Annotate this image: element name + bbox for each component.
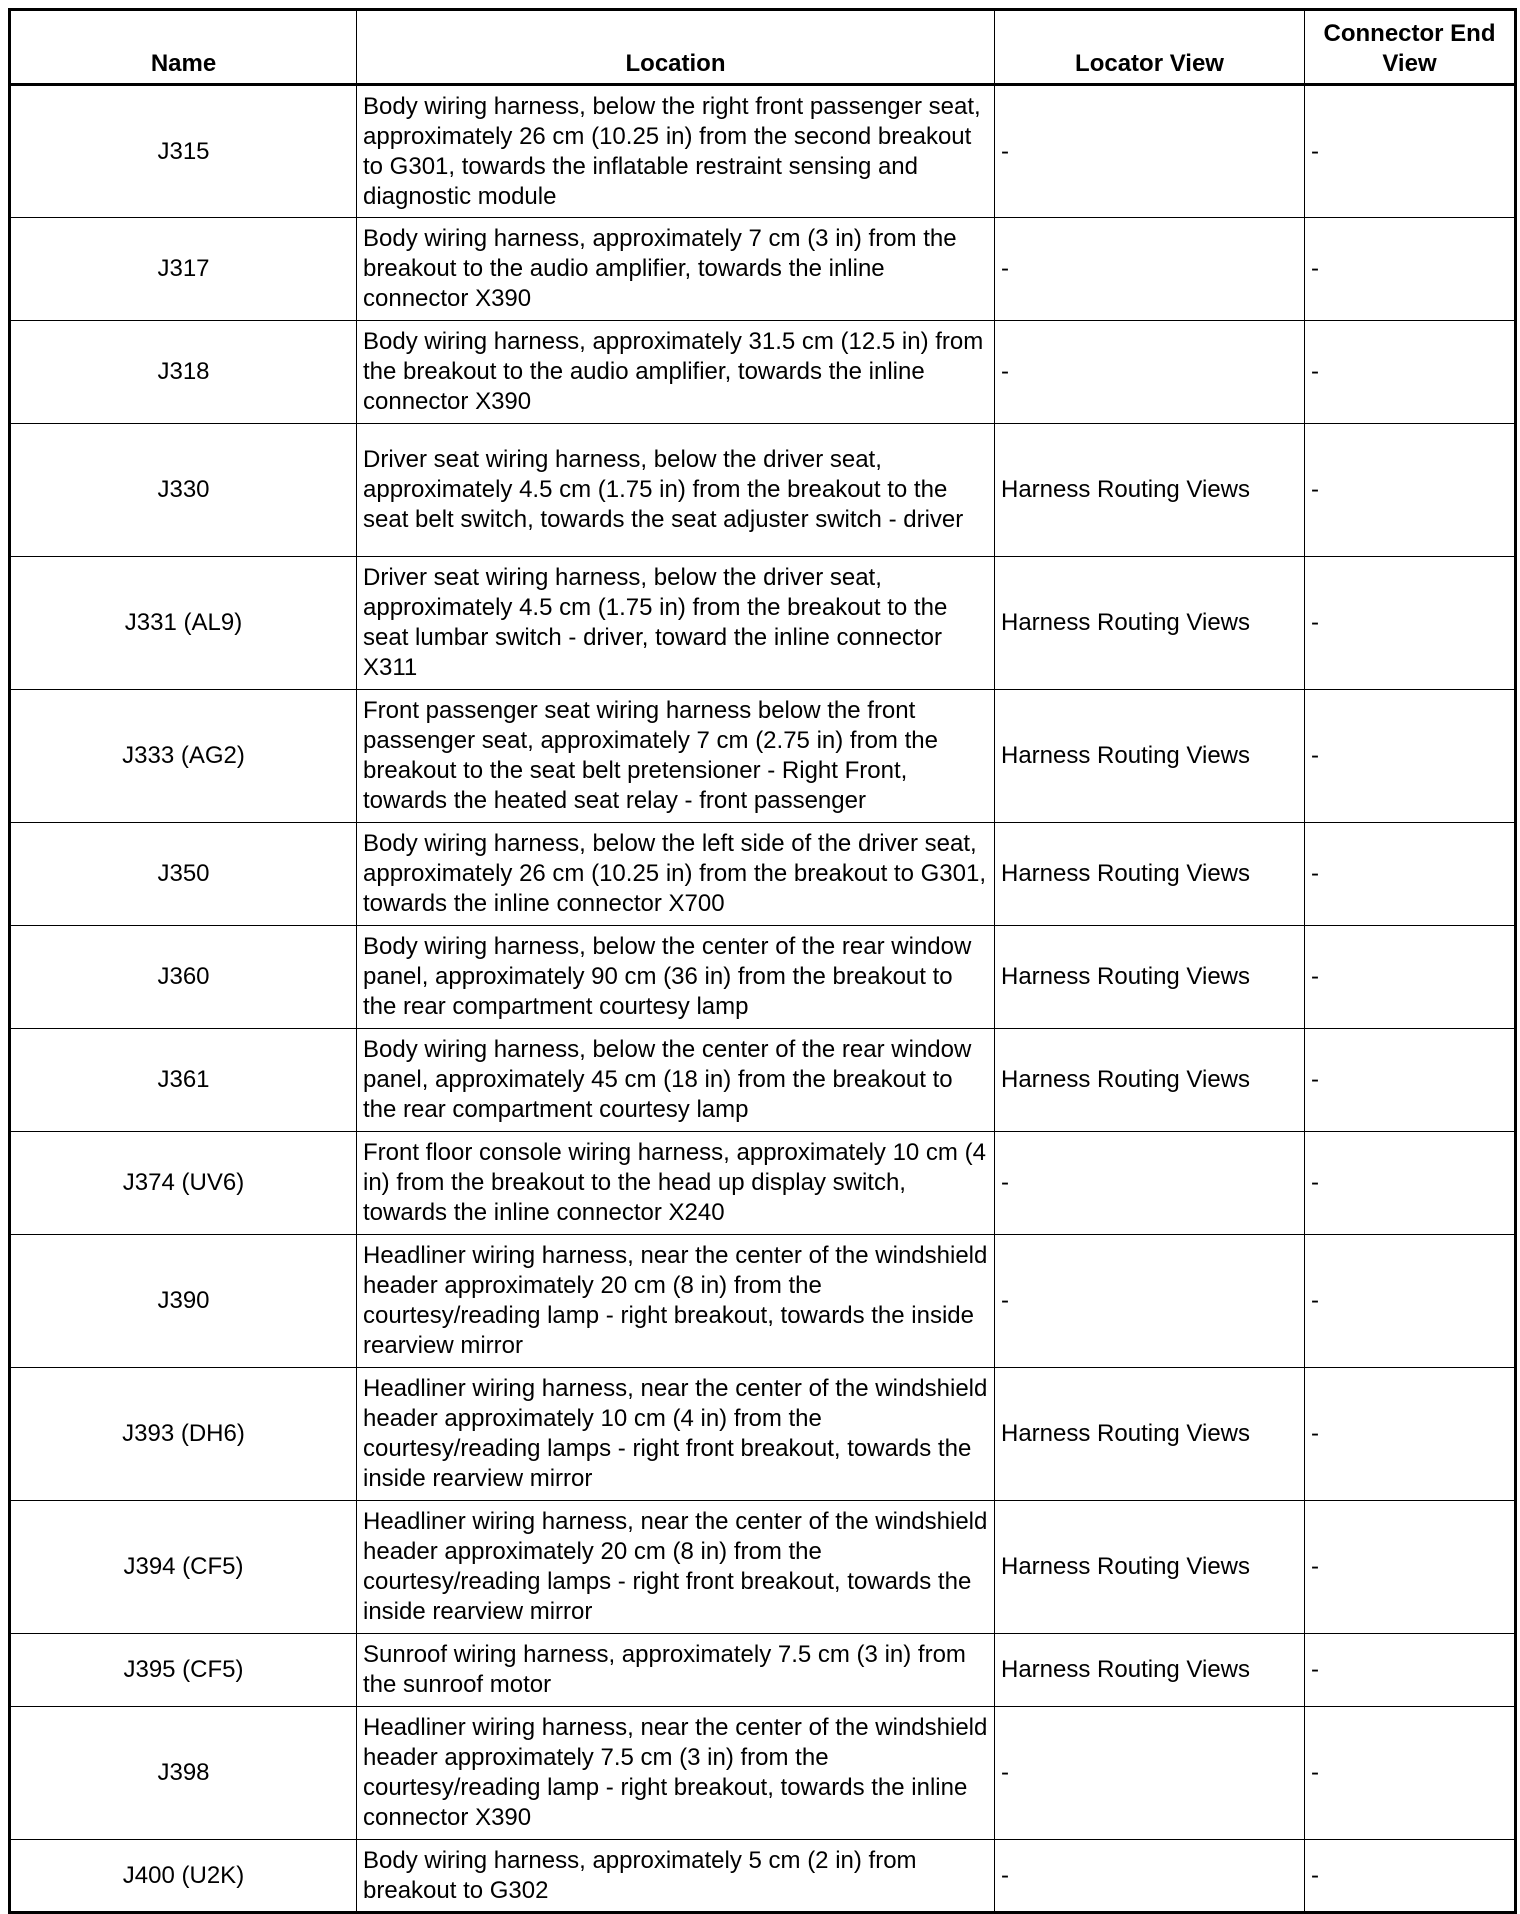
table-row — [10, 1132, 1516, 1235]
cell-name: J394 (CF5) — [10, 1501, 357, 1634]
cell-locator-view: Harness Routing Views — [995, 926, 1305, 1029]
table-row — [10, 218, 1516, 321]
cell-connector-end-view: - — [1305, 823, 1516, 926]
cell-locator-view: Harness Routing Views — [995, 823, 1305, 926]
cell-location: Body wiring harness, approximately 31.5 cm (12.5 in) from the breakout to the audio amplifier, towards the inline connector X390 — [357, 321, 995, 424]
cell-location: Body wiring harness, below the right front passenger seat, approximately 26 cm (10.25 in) from the second breakout to G301, towards the inflatable restraint sensing and diagnostic module — [357, 85, 995, 218]
cell-name: J390 — [10, 1235, 357, 1368]
cell-connector-end-view: - — [1305, 1132, 1516, 1235]
cell-locator-view: Harness Routing Views — [995, 424, 1305, 557]
cell-name: J331 (AL9) — [10, 557, 357, 690]
cell-name: J398 — [10, 1707, 357, 1840]
cell-location: Front floor console wiring harness, approximately 10 cm (4 in) from the breakout to the head up display switch, towards the inline connector X240 — [357, 1132, 995, 1235]
cell-name: J360 — [10, 926, 357, 1029]
table-row — [10, 823, 1516, 926]
cell-connector-end-view: - — [1305, 1235, 1516, 1368]
cell-locator-view: - — [995, 1707, 1305, 1840]
cell-locator-view: Harness Routing Views — [995, 557, 1305, 690]
cell-name: J318 — [10, 321, 357, 424]
cell-name: J361 — [10, 1029, 357, 1132]
cell-connector-end-view: - — [1305, 218, 1516, 321]
cell-connector-end-view: - — [1305, 926, 1516, 1029]
splice-location-table-container — [8, 8, 1514, 1914]
cell-location: Headliner wiring harness, near the center of the windshield header approximately 20 cm (8 in) from the courtesy/reading lamp - right breakout, towards the inside rearview mirror — [357, 1235, 995, 1368]
cell-locator-view: - — [995, 85, 1305, 218]
cell-connector-end-view: - — [1305, 690, 1516, 823]
cell-location: Body wiring harness, approximately 7 cm (3 in) from the breakout to the audio amplifier, towards the inline connector X390 — [357, 218, 995, 321]
table-row — [10, 424, 1516, 557]
cell-name: J333 (AG2) — [10, 690, 357, 823]
table-row — [10, 926, 1516, 1029]
table-row — [10, 1840, 1516, 1913]
table-row — [10, 85, 1516, 218]
cell-name: J374 (UV6) — [10, 1132, 357, 1235]
cell-connector-end-view: - — [1305, 424, 1516, 557]
table-row — [10, 321, 1516, 424]
header-connector-end-view: Connector End View — [1305, 10, 1516, 85]
table-row — [10, 690, 1516, 823]
table-row — [10, 1368, 1516, 1501]
cell-location: Body wiring harness, below the center of the rear window panel, approximately 90 cm (36 in) from the breakout to the rear compartment courtesy lamp — [357, 926, 995, 1029]
cell-location: Headliner wiring harness, near the center of the windshield header approximately 20 cm (8 in) from the courtesy/reading lamps - right front breakout, towards the inside rearview mirror — [357, 1501, 995, 1634]
cell-locator-view: - — [995, 1840, 1305, 1913]
cell-name: J317 — [10, 218, 357, 321]
splice-location-table — [8, 8, 1517, 1914]
cell-locator-view: Harness Routing Views — [995, 690, 1305, 823]
cell-name: J395 (CF5) — [10, 1634, 357, 1707]
cell-connector-end-view: - — [1305, 1707, 1516, 1840]
cell-location: Body wiring harness, below the center of the rear window panel, approximately 45 cm (18 in) from the breakout to the rear compartment courtesy lamp — [357, 1029, 995, 1132]
cell-connector-end-view: - — [1305, 321, 1516, 424]
cell-name: J350 — [10, 823, 357, 926]
table-row — [10, 1235, 1516, 1368]
cell-connector-end-view: - — [1305, 85, 1516, 218]
table-header-row — [10, 10, 1516, 85]
header-name: Name — [10, 10, 357, 85]
cell-connector-end-view: - — [1305, 1368, 1516, 1501]
cell-connector-end-view: - — [1305, 1840, 1516, 1913]
header-location: Location — [357, 10, 995, 85]
cell-location: Driver seat wiring harness, below the driver seat, approximately 4.5 cm (1.75 in) from the breakout to the seat lumbar switch - driver, toward the inline connector X311 — [357, 557, 995, 690]
cell-locator-view: Harness Routing Views — [995, 1501, 1305, 1634]
cell-name: J330 — [10, 424, 357, 557]
cell-connector-end-view: - — [1305, 1501, 1516, 1634]
cell-locator-view: - — [995, 321, 1305, 424]
cell-location: Front passenger seat wiring harness below the front passenger seat, approximately 7 cm (2.75 in) from the breakout to the seat belt pretensioner - Right Front, towards the heated seat relay - front passenger — [357, 690, 995, 823]
cell-locator-view: - — [995, 1132, 1305, 1235]
cell-location: Body wiring harness, below the left side of the driver seat, approximately 26 cm (10.25 in) from the breakout to G301, towards the inline connector X700 — [357, 823, 995, 926]
cell-locator-view: Harness Routing Views — [995, 1029, 1305, 1132]
cell-name: J393 (DH6) — [10, 1368, 357, 1501]
cell-locator-view: - — [995, 218, 1305, 321]
table-row — [10, 1029, 1516, 1132]
cell-connector-end-view: - — [1305, 1029, 1516, 1132]
cell-connector-end-view: - — [1305, 557, 1516, 690]
cell-locator-view: - — [995, 1235, 1305, 1368]
table-row — [10, 1501, 1516, 1634]
cell-name: J315 — [10, 85, 357, 218]
cell-location: Headliner wiring harness, near the center of the windshield header approximately 10 cm (4 in) from the courtesy/reading lamps - right front breakout, towards the inside rearview mirror — [357, 1368, 995, 1501]
table-row — [10, 557, 1516, 690]
cell-location: Body wiring harness, approximately 5 cm (2 in) from breakout to G302 — [357, 1840, 995, 1913]
cell-location: Driver seat wiring harness, below the driver seat, approximately 4.5 cm (1.75 in) from the breakout to the seat belt switch, towards the seat adjuster switch - driver — [357, 424, 995, 557]
header-locator-view: Locator View — [995, 10, 1305, 85]
table-row — [10, 1634, 1516, 1707]
cell-locator-view: Harness Routing Views — [995, 1368, 1305, 1501]
cell-locator-view: Harness Routing Views — [995, 1634, 1305, 1707]
cell-name: J400 (U2K) — [10, 1840, 357, 1913]
cell-location: Headliner wiring harness, near the center of the windshield header approximately 7.5 cm (3 in) from the courtesy/reading lamp - right breakout, towards the inline connector X390 — [357, 1707, 995, 1840]
cell-location: Sunroof wiring harness, approximately 7.5 cm (3 in) from the sunroof motor — [357, 1634, 995, 1707]
table-row — [10, 1707, 1516, 1840]
cell-connector-end-view: - — [1305, 1634, 1516, 1707]
